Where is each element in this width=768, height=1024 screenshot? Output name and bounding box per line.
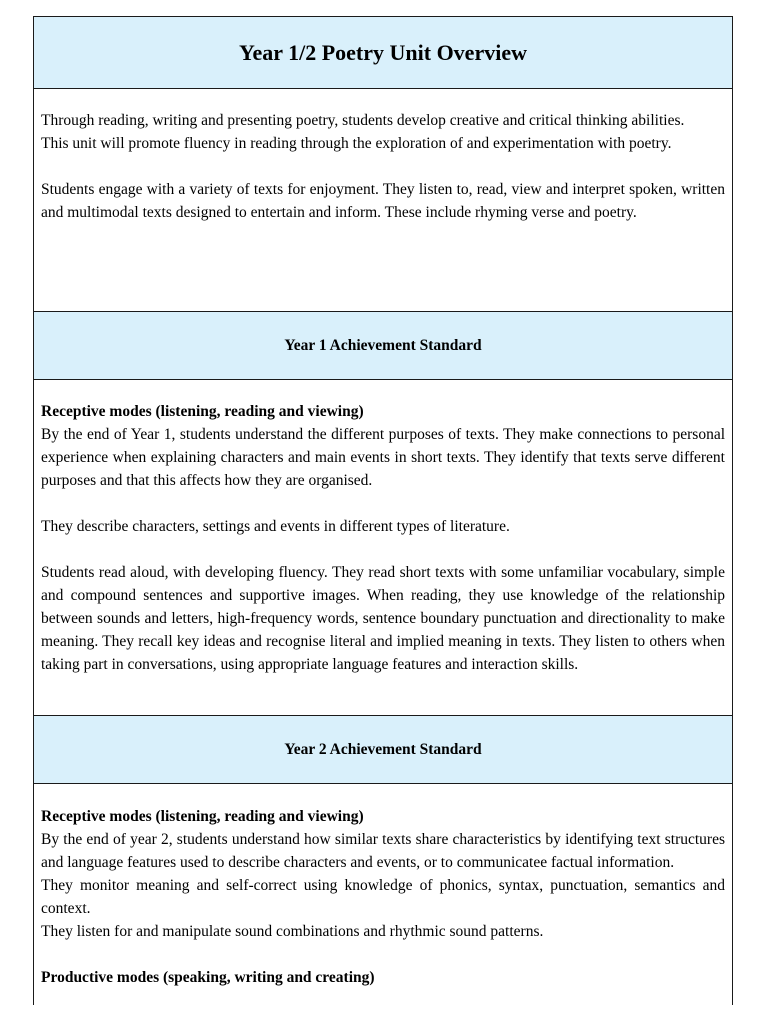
year2-paragraph-3: They listen for and manipulate sound combinations and rhythmic sound patterns. [41,923,544,940]
year1-heading: Year 1 Achievement Standard [34,311,732,380]
year1-section [34,380,732,715]
intro-section [34,89,732,311]
intro-paragraph-2: This unit will promote fluency in reading through the exploration of and experimentation with poetry. [41,135,672,152]
year1-paragraph-1: By the end of Year 1, students understand the different purposes of texts. They make connections to personal experience when explaining characters and main events in short texts. They identify that texts serve different purposes and that this affects how they are organised. [41,426,725,489]
year2-productive-heading: Productive modes (speaking, writing and creating) [41,969,375,986]
year2-paragraph-1: By the end of year 2, students understand how similar texts share characteristics by identifying text structures and language features used to describe characters and events, or to communicatee factual information. [41,831,725,871]
page-title: Year 1/2 Poetry Unit Overview [34,17,732,89]
year1-paragraph-3: Students read aloud, with developing fluency. They read short texts with some unfamiliar vocabulary, simple and compound sentences and supportive images. When reading, they use knowledge of the relationship between sounds and letters, high-frequency words, sentence boundary punctuation and directionality to make meaning. They recall key ideas and recognise literal and implied meaning in texts. They listen to others when taking part in conversations, using appropriate language features and interaction skills. [41,564,725,673]
year2-receptive-heading: Receptive modes (listening, reading and viewing) [41,808,364,825]
year2-section [34,784,732,989]
year1-paragraph-2: They describe characters, settings and events in different types of literature. [41,518,510,535]
unit-overview-table [33,16,733,1005]
year2-paragraph-2: They monitor meaning and self-correct using knowledge of phonics, syntax, punctuation, semantics and context. [41,877,725,917]
year2-heading: Year 2 Achievement Standard [34,715,732,784]
intro-paragraph-1: Through reading, writing and presenting poetry, students develop creative and critical thinking abilities. [41,112,685,129]
intro-paragraph-3: Students engage with a variety of texts for enjoyment. They listen to, read, view and interpret spoken, written and multimodal texts designed to entertain and inform. These include rhyming verse and poetry. [41,181,725,221]
year1-receptive-heading: Receptive modes (listening, reading and viewing) [41,403,364,420]
